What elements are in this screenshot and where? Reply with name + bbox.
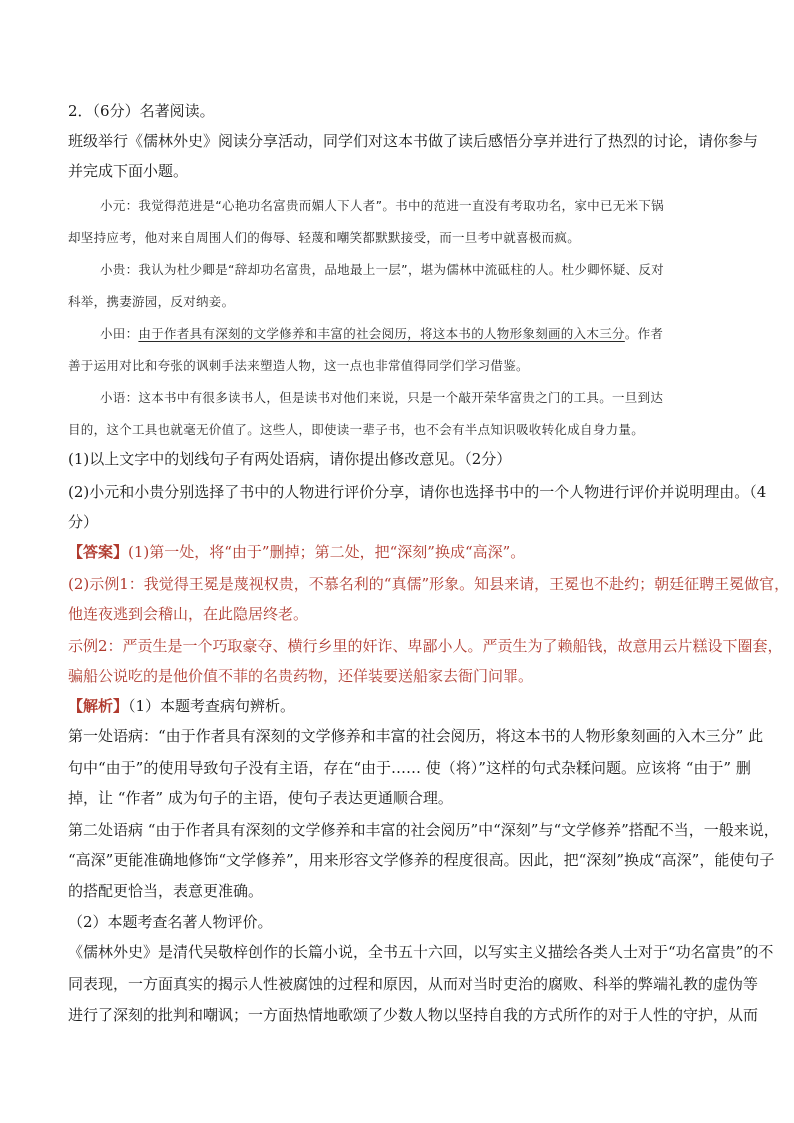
answer-line: 示例2：严贡生是一个巧取豪夺、横行乡里的奸诈、卑鄙小人。严贡生为了赖船钱，故意用云片糕设下圈套， — [68, 637, 783, 655]
underlined-sentence: 由于作者具有深刻的文学修养和丰富的社会阅历，将这本书的人物形象刻画的入木三分 — [138, 326, 625, 341]
analysis-line: 第二处语病 “由于作者具有深刻的文学修养和丰富的社会阅历”中“深刻”与“文学修养”搭配不当，一般来说， — [68, 821, 779, 839]
analysis-text: （1）本题考查病句辨析。 — [128, 697, 296, 715]
subquestion-1: (1)以上文字中的划线句子有两处语病，请你提出修改意见。（2分） — [68, 450, 512, 468]
analysis-line: “高深”更能准确地修饰“文学修养”，用来形容文学修养的程度很高。因此，把“深刻”换成“高深”，能使句子 — [68, 851, 775, 869]
passage-line: 善于运用对比和夸张的讽刺手法来塑造人物，这一点也非常值得同学们学习借鉴。 — [68, 358, 529, 373]
answer-tag: 【答案】 — [68, 543, 129, 561]
analysis-line — [68, 696, 726, 716]
subquestion-2: (2)小元和小贵分别选择了书中的人物进行评价分享，请你也选择书中的一个人物进行评价并说明理由。（4 — [68, 483, 767, 501]
answer-line: 他连夜逃到会稽山，在此隐居终老。 — [68, 605, 309, 623]
analysis-line: （2）本题考查名著人物评价。 — [68, 913, 273, 931]
analysis-line: 同表现，一方面真实的揭示人性被腐蚀的过程和原因，从而对当时吏治的腐败、科举的弊端礼教的虚伪等 — [68, 975, 759, 993]
answer-line: (2)示例1：我觉得王冕是蔑视权贵，不慕名利的“真儒”形象。知县来请，王冕也不赴约；朝廷征聘王冕做官， — [68, 575, 790, 593]
passage-line: 科举，携妻游园，反对纳妾。 — [68, 294, 235, 309]
passage-text: 。作者 — [624, 326, 664, 341]
question-intro-line: 并完成下面小题。 — [68, 162, 189, 180]
passage-speaker: 小田： — [100, 326, 139, 341]
answer-text: (1)第一处，将“由于”删掉；第二处，把“深刻”换成“高深”。 — [128, 543, 526, 561]
analysis-line: 的搭配更恰当，表意更准确。 — [68, 882, 264, 900]
passage-line — [68, 324, 726, 344]
passage-line: 小元：我觉得范进是“心艳功名富贵而媚人下人者”。书中的范进一直没有考取功名，家中已无米下锅 — [100, 198, 664, 213]
analysis-line: 句中“由于”的使用导致句子没有主语，存在“由于…… 使（将）”这样的句式杂糅问题。应该将 “由于” 删 — [68, 759, 751, 777]
answer-line — [68, 542, 726, 562]
analysis-line: 掉，让 “作者” 成为句子的主语，使句子表达更通顺合理。 — [68, 789, 453, 807]
answer-line: 骗船公说吃的是他价值不菲的名贵药物，还佯装要送船家去衙门问罪。 — [68, 667, 534, 685]
passage-line: 却坚持应考，他对来自周围人们的侮辱、轻蔑和嘲笑都默默接受，而一旦考中就喜极而疯。 — [68, 230, 581, 245]
analysis-line: 第一处语病：“由于作者具有深刻的文学修养和丰富的社会阅历，将这本书的人物形象刻画的入木三分” 此 — [68, 727, 764, 745]
analysis-line: 进行了深刻的批判和嘲讽；一方面热情地歌颂了少数人物以坚持自我的方式所作的对于人性的守护，从而 — [68, 1006, 759, 1024]
question-header: 2．（6分）名著阅读。 — [68, 102, 215, 120]
passage-line: 小语：这本书中有很多读书人，但是读书对他们来说，只是一个敲开荣华富贵之门的工具。一旦到达 — [100, 390, 664, 405]
passage-line: 目的，这个工具也就毫无价值了。这些人，即使读一辈子书，也不会有半点知识吸收转化成自身力量。 — [68, 422, 645, 437]
analysis-tag: 【解析】 — [68, 697, 129, 715]
passage-line: 小贵：我认为杜少卿是“辞却功名富贵，品地最上一层”，堪为儒林中流砥柱的人。杜少卿怀疑、反对 — [100, 262, 664, 277]
subquestion-2: 分） — [68, 513, 99, 531]
analysis-line: 《儒林外史》是清代吴敬梓创作的长篇小说，全书五十六回，以写实主义描绘各类人士对于“功名富贵”的不 — [68, 943, 774, 961]
question-intro-line: 班级举行《儒林外史》阅读分享活动，同学们对这本书做了读后感悟分享并进行了热烈的讨论，请你参与 — [68, 132, 759, 150]
